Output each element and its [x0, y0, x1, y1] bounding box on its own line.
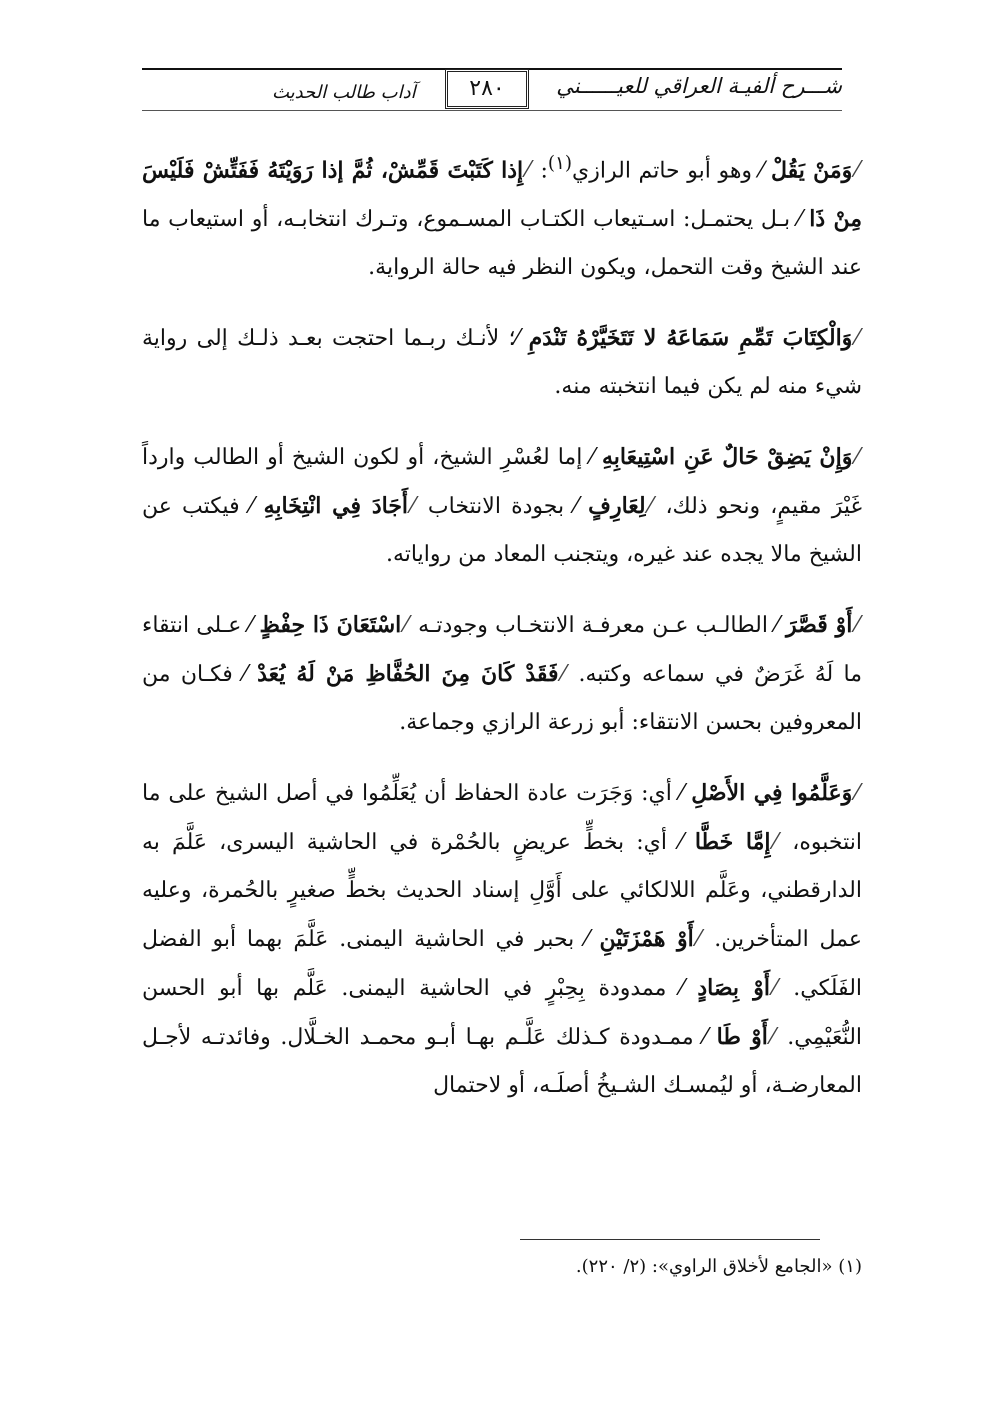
main-text [142, 140, 862, 1132]
paragraph [142, 601, 862, 747]
commentary-text: ⁄ بحبر في الحاشية اليمنى. عَلَّمَ بهما أبو الفضل الفَلَكي. [142, 927, 863, 1002]
verse-quote: أَوْ هَمْزَتَيْنِ [599, 926, 694, 953]
commentary-text: : [532, 158, 548, 184]
commentary-text: ⁄ عـلى انتقاء ما لَهُ غَرَضٌ في سماعه وكتبه. [142, 613, 863, 688]
verse-quote: إِذا كَتَبْتَ قَمِّشْ، ثُمَّ إذا رَوَيْتَهُ فَفَتِّشْ فَلَيْسَ مِنْ ذَا [142, 157, 863, 233]
verse-marker: ⁄ [526, 158, 530, 184]
verse-marker: ⁄ [411, 494, 415, 520]
commentary-text: ⁄ إما لعُسْرِ الشيخ، أو لكون الشيخ أو الطالب وارداً غَيْرَ مقيمٍ، ونحو ذلك، [142, 445, 862, 520]
book-title: شـــرح ألفيـة العراقي للعيــــــني [556, 74, 842, 98]
section-title: آداب طالب الحديث [272, 82, 416, 103]
verse-marker: ⁄ [855, 613, 859, 639]
header-rule-bottom [142, 110, 842, 111]
verse-marker: ⁄ [696, 927, 701, 953]
commentary-text: ⁄ ممـدودة كـذلك عَلَّـم بهـا أبـو محمـد الخـلَّال. وفائدتـه لأجـل المعارضـة، أو ليُمسـك الشـيخُ أصلَـه، أو لاحتمال [142, 1025, 862, 1099]
verse-quote: اسْتَعَانَ ذَا حِفْظٍ [259, 612, 402, 639]
verse-marker: ⁄ [561, 662, 566, 688]
verse-quote: أَوْ بِصَادٍ [697, 975, 771, 1002]
verse-marker: ⁄ [855, 781, 859, 807]
verse-marker: ⁄ [773, 830, 778, 856]
verse-quote: وَعَلَّمُوا فِي الأَصْلِ [691, 780, 853, 807]
paragraph [142, 769, 862, 1110]
verse-quote: أَوْ قَصَّرَ [786, 612, 853, 639]
verse-quote: أَجَادَ فِي انْتِخَابِهِ [263, 493, 409, 520]
commentary-text: ⁄ أي: بخطٍّ عريضٍ بالحُمْرة في الحاشية اليسرى، عَلَّمَ به الدارقطني، وعَلَّم اللالكائي على أَوَّلِ إسناد الحديث بخطٍّ صغيرٍ بالحُمرة، وعليه عمل المتأخرين. [142, 830, 862, 953]
commentary-text: ⁄ بجودة الانتخاب [417, 494, 589, 520]
commentary-text: ⁄ الطالـب عـن معرفـة الانتخـاب وجودتـه [410, 613, 786, 639]
verse-marker: ⁄ [770, 1025, 775, 1051]
verse-marker: ⁄ [404, 613, 408, 639]
verse-marker: ⁄ [855, 326, 859, 352]
paragraph [142, 433, 862, 579]
footnote-ref: (١) [547, 153, 573, 174]
paragraph [142, 314, 862, 411]
verse-quote: أَوْ طَا [716, 1024, 768, 1051]
verse-marker: ⁄ [773, 976, 777, 1002]
commentary-text: ⁄ وهو أبو حاتم الرازي [572, 158, 771, 184]
verse-quote: إِمَّا خَطَّا [694, 829, 771, 856]
page-number: ٢٨٠ [445, 69, 529, 109]
commentary-text: ⁄؛ لأنـك ربـما احتجت بعـد ذلـك إلى رواية شيء منه لم يكن فيما انتخبته منه. [142, 326, 862, 400]
footnote-separator [520, 1239, 820, 1240]
commentary-text: ⁄ فيكتب عن الشيخ مالا يجده عند غيره، ويتجنب المعاد من رواياته. [142, 494, 862, 568]
verse-quote: فَقَدْ كَانَ مِنَ الحُفَّاظِ مَنْ لَهُ يُعَدْ [257, 661, 559, 688]
verse-marker: ⁄ [855, 158, 859, 184]
commentary-text: ⁄ أي: وَجَرَت عادة الحفاظ أن يُعَلِّمُوا في أصل الشيخ على ما انتخبوه، [142, 781, 863, 856]
verse-marker: ⁄ [855, 445, 860, 471]
verse-marker: ⁄ [648, 494, 653, 520]
verse-quote: وَمَنْ يَقُلْ [770, 157, 853, 184]
commentary-text: ⁄ بـل يحتمـل: اسـتيعاب الكتـاب المسـموع، وتـرك انتخابـه، أو استيعاب ما عند الشيخ وقت التحمل، ويكون النظر فيه حالة الرواية. [142, 207, 862, 281]
verse-quote: لِعَارِفٍ [588, 493, 646, 520]
verse-quote: وَإِنْ يَضِقْ حَالٌ عَنِ اسْتِيعَابِهِ [602, 444, 853, 471]
verse-quote: وَالْكِتَابَ تَمِّمِ سَمَاعَهُ لا تَتَخَيَّرْهُ تَنْدَمِ [528, 325, 853, 352]
footnote: (١) «الجامع لأخلاق الراوي»: (٢/ ٢٢٠). [575, 1256, 862, 1277]
page-header [142, 62, 842, 120]
paragraph [142, 140, 862, 292]
commentary-text: ⁄ فكـان من المعروفين بحسن الانتقاء: أبو زرعة الرازي وجماعة. [142, 662, 862, 736]
commentary-text: ⁄ ممدودة بِحِبْرٍ في الحاشية اليمنى. عَلَّم بها أبو الحسن النُّعَيْمِي. [142, 976, 863, 1051]
